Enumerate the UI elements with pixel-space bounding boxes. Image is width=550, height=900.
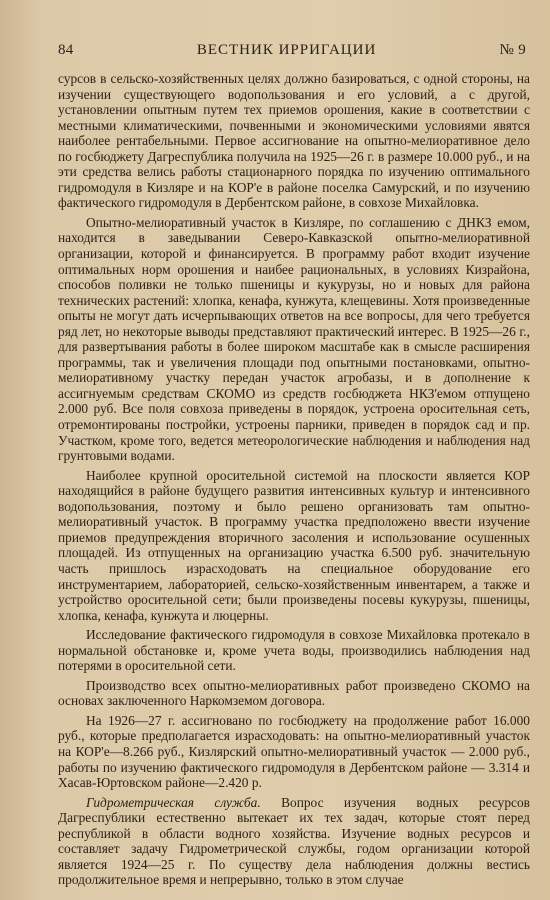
- paragraph-2: Опытно-мелиоративный участок в Кизляре, по соглашению с ДНКЗ емом, находится в заведывании Северо-Кавказской опытно-мелиоративной организации, которой и финансируется. В программу работ входит изучение оптимальных норм орошения и наибее рациональных, в условиях Кизрайона, способов поливки не только пшеницы и кукурузы, но и новых для района технических растений: хлопка, кенафа, кунжута, клещевины. Хотя произведенные опыты не могут дать исчерпывающих ответов на все вопросы, для чего требуется ряд лет, но некоторые выводы представляют практический интерес. В 1925—26 г., для развертывания работы в более широком масштабе как в смысле расширения программы, так и увеличения площади под опытными постановками, опытно-мелиоративному участку передан участок агробазы, и в дополнение к ассигнуемым средствам СКОМО из средств госбюджета НКЗ'емом отпущено 2.000 руб. Все поля совхоза приведены в порядок, устроена оросительная сеть, отремонтированы постройки, устроены парники, приведен в порядок сад и пр. Участком, кроме того, ведется метеорологические наблюдения и наблюдения над грунтовыми водами.: [58, 214, 530, 464]
- paragraph-5: Производство всех опытно-мелиоративных работ произведено СКОМО на основах заключенного Наркомземом договора.: [58, 677, 530, 709]
- paragraph-7-text: Вопрос изучения водных ресурсов Дагреспублики естественно вытекает их тех задач, которые стоят перед республикой в области водного хозяйства. Изучение водных ресурсов и составляет задачу Гидрометрической службы, годом организации которой является 1924—25 г. По существу дела наблюдения должны вестись продолжительное время и непрерывно, только в этом случае: [58, 794, 530, 888]
- paragraph-1: сурсов в сельско-хозяйственных целях должно базироваться, с одной стороны, на изучении существующего водопользования и его условий, а с другой, установлении опытным путем тех приемов орошения, какие в соответствии с местными климатическими, почвенными и экономическими условиями явятся наиболее рентабельными. Первое ассигнование на опытно-мелиоративное дело по госбюджету Дагреспублика получила на 1925—26 г. в размере 10.000 руб., и на эти средства велись работы стационарного порядка по изучению оптимального гидромодуля в Кизляре и на КОР'е в районе поселка Самурский, и по изучению фактического гидромодуля в Дербентском районе, в совхозе Михайловка.: [58, 71, 530, 211]
- paragraph-4: Исследование фактического гидромодуля в совхозе Михайловка протекало в нормальной обстановке и, кроме учета воды, производились наблюдения над потерями в оросительной сети.: [58, 627, 530, 674]
- article-body: [58, 71, 530, 888]
- paragraph-3: Наиболее крупной оросительной системой на плоскости является КОР находящийся в районе будущего развития интенсивных культур и интенсивного водопользования, поэтому и было решено организовать там опытно-мелиоративный участок. В программу участка предположено ввести изучение приемов предупреждения вторичного засоления и использование осушенных площадей. Из отпущенных на организацию участка 6.500 руб. значительную часть пришлось израсходовать на специальное оборудование его инструментарием, лабораторией, сельско-хозяйственным инвентарем, а также и устройство оросительной сети; были произведены посевы кукурузы, пшеницы, хлопка, кенафа, кунжута и люцерны.: [58, 467, 530, 623]
- paragraph-6: На 1926—27 г. ассигновано по госбюджету на продолжение работ 16.000 руб., которые предполагается израсходовать: на опытно-мелиоративный участок на КОР'е—8.266 руб., Кизлярский опытно-мелиоративный участок — 2.000 руб., работы по изучению фактического гидромодуля в Дербентском районе — 3.314 и Хасав-Юртовском районе—2.420 р.: [58, 712, 530, 791]
- issue-number: № 9: [499, 42, 526, 58]
- page-number: 84: [58, 42, 74, 58]
- journal-title: ВЕСТНИК ИРРИГАЦИИ: [196, 42, 377, 58]
- page-header: [58, 42, 528, 59]
- section-heading-hydrometric-service: Гидрометрическая служба.: [86, 794, 261, 810]
- paragraph-7: [58, 795, 530, 888]
